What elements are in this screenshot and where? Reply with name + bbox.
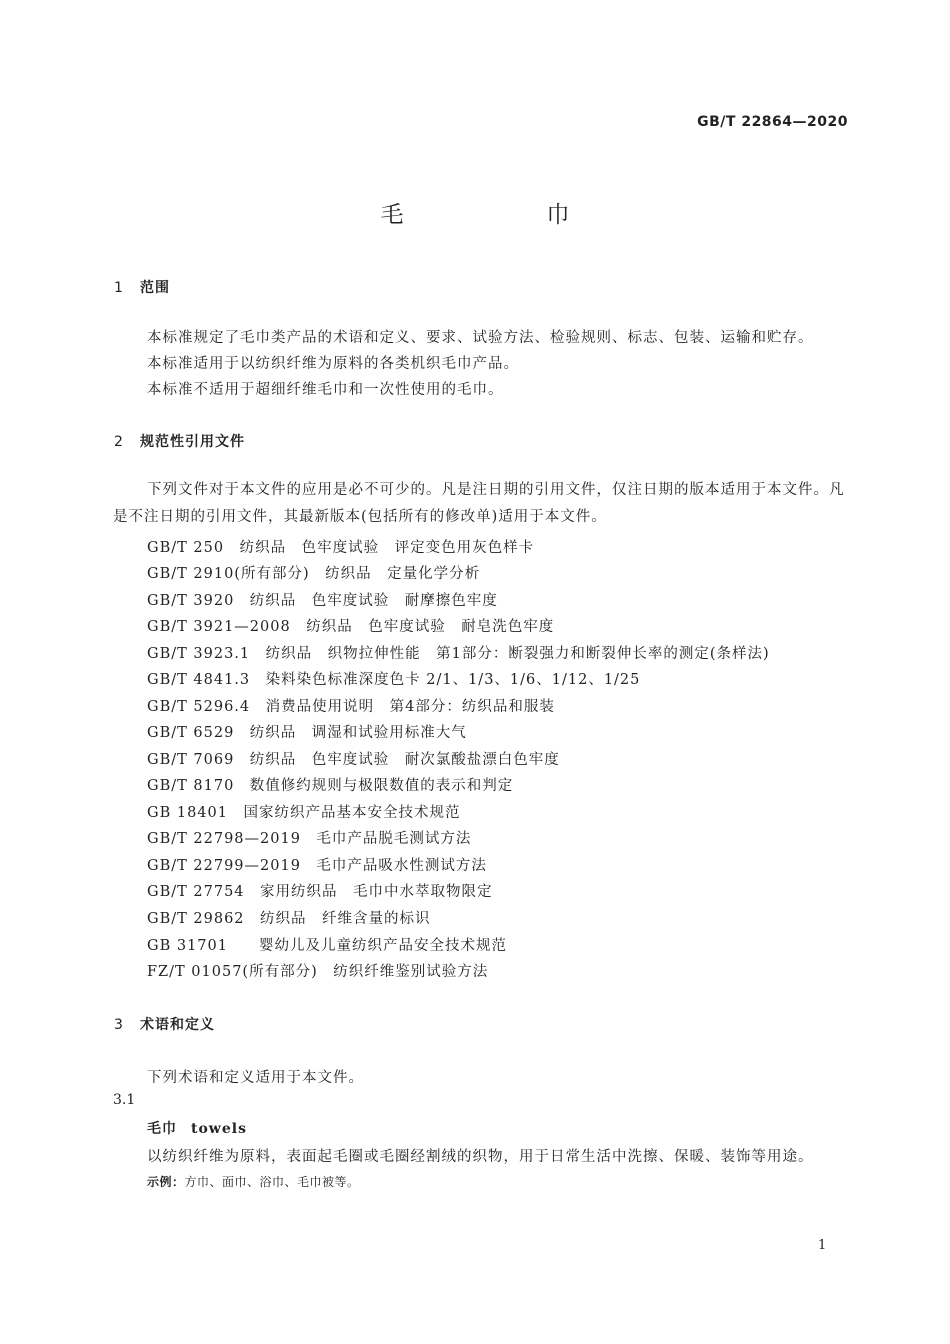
section-number: 2 xyxy=(114,434,124,450)
reference-item: GB/T 2910(所有部分) 纺织品 定量化学分析 xyxy=(147,566,481,582)
page-number: 1 xyxy=(818,1238,827,1253)
reference-item: GB/T 3920 纺织品 色牢度试验 耐摩擦色牢度 xyxy=(147,593,498,609)
reference-item: GB/T 3923.1 纺织品 织物拉伸性能 第1部分：断裂强力和断裂伸长率的测定(条样法) xyxy=(147,646,770,662)
section-title: 术语和定义 xyxy=(140,1017,215,1033)
section-2-heading xyxy=(114,431,245,451)
term-zh: 毛巾 xyxy=(147,1121,177,1137)
reference-item: GB/T 7069 纺织品 色牢度试验 耐次氯酸盐漂白色牢度 xyxy=(147,752,560,768)
paragraph: 本标准不适用于超细纤维毛巾和一次性使用的毛巾。 xyxy=(147,382,504,398)
reference-item: FZ/T 01057(所有部分) 纺织纤维鉴别试验方法 xyxy=(147,964,489,980)
paragraph: 本标准适用于以纺织纤维为原料的各类机织毛巾产品。 xyxy=(147,356,519,372)
term-number: 3.1 xyxy=(113,1092,136,1108)
section-3-heading xyxy=(114,1014,215,1034)
example-text: 方巾、面巾、浴巾、毛巾被等。 xyxy=(184,1175,360,1189)
intro-paragraph: 下列文件对于本文件的应用是必不可少的。凡是注日期的引用文件，仅注日期的版本适用于本文件。凡是不注日期的引用文件，其最新版本(包括所有的修改单)适用于本文件。 xyxy=(113,482,845,525)
term-definition: 以纺织纤维为原料，表面起毛圈或毛圈经割绒的织物，用于日常生活中洗擦、保暖、装饰等用途。 xyxy=(147,1149,814,1165)
section-title: 范围 xyxy=(140,280,170,296)
term-heading xyxy=(147,1118,247,1138)
reference-item: GB/T 8170 数值修约规则与极限数值的表示和判定 xyxy=(147,778,514,794)
reference-item: GB/T 22798—2019 毛巾产品脱毛测试方法 xyxy=(147,831,472,847)
reference-item: GB/T 29862 纺织品 纤维含量的标识 xyxy=(147,911,431,927)
reference-item: GB/T 6529 纺织品 调湿和试验用标准大气 xyxy=(147,725,467,741)
reference-item: GB/T 5296.4 消费品使用说明 第4部分：纺织品和服装 xyxy=(147,699,555,715)
section-title: 规范性引用文件 xyxy=(140,434,245,450)
reference-item: GB 31701 婴幼儿及儿童纺织产品安全技术规范 xyxy=(147,938,507,954)
reference-item: GB/T 22799—2019 毛巾产品吸水性测试方法 xyxy=(147,858,487,874)
paragraph: 本标准规定了毛巾类产品的术语和定义、要求、试验方法、检验规则、标志、包装、运输和贮存。 xyxy=(147,330,814,346)
reference-item: GB/T 27754 家用纺织品 毛巾中水萃取物限定 xyxy=(147,884,493,900)
example-label: 示例： xyxy=(147,1175,185,1189)
section-number: 3 xyxy=(114,1017,124,1033)
reference-item: GB 18401 国家纺织产品基本安全技术规范 xyxy=(147,805,461,821)
reference-item: GB/T 250 纺织品 色牢度试验 评定变色用灰色样卡 xyxy=(147,540,535,556)
section-1-heading xyxy=(114,277,170,297)
term-example xyxy=(147,1173,360,1190)
document-title: 毛 巾 xyxy=(380,202,630,228)
intro-paragraph: 下列术语和定义适用于本文件。 xyxy=(147,1070,364,1086)
reference-item: GB/T 4841.3 染料染色标准深度色卡 2/1、1/3、1/6、1/12、1/25 xyxy=(147,672,641,688)
reference-item: GB/T 3921—2008 纺织品 色牢度试验 耐皂洗色牢度 xyxy=(147,619,555,635)
term-en: towels xyxy=(191,1121,247,1137)
standard-code: GB/T 22864—2020 xyxy=(697,114,848,130)
section-number: 1 xyxy=(114,280,124,296)
